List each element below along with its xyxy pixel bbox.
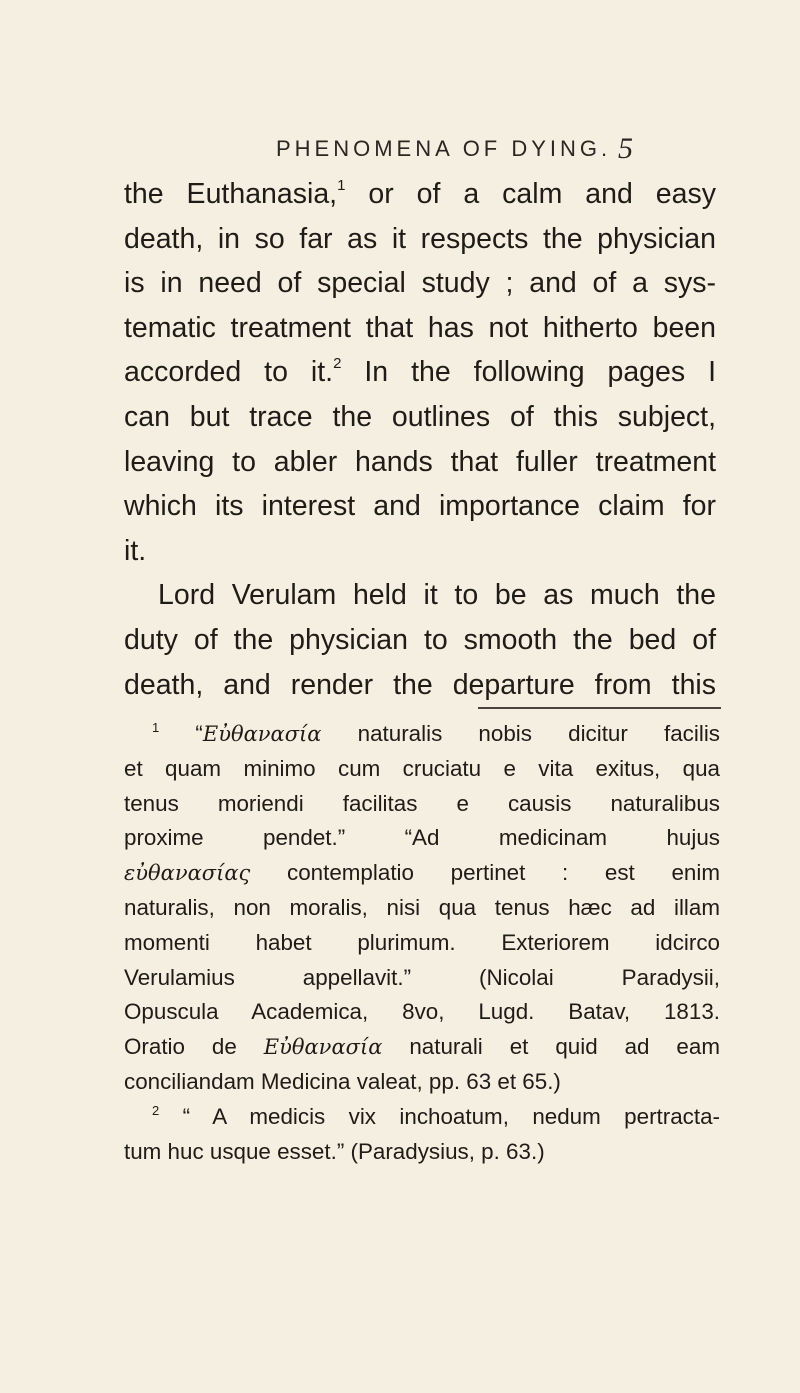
running-title: PHENOMENA OF DYING. bbox=[276, 136, 612, 161]
paragraph-start-line: Lord Verulam held it to be as much the bbox=[158, 579, 716, 612]
footnote-ref-2: 2 bbox=[333, 355, 342, 373]
text-line: leaving to abler hands that fuller treatment bbox=[124, 445, 716, 478]
text-line: death, in so far as it respects the physician bbox=[124, 222, 716, 255]
text-line: tematic treatment that has not hitherto been bbox=[124, 311, 716, 344]
footnote-1-line: momenti habet plurimum. Exteriorem idcirco bbox=[124, 929, 720, 955]
main-text bbox=[124, 172, 716, 707]
footnote-ref-1: 1 bbox=[337, 177, 346, 194]
greek-term: Εὐθανασία bbox=[202, 722, 322, 746]
footnote-1-line: tenus moriendi facilitas e causis naturalibus bbox=[124, 790, 720, 816]
text-line: duty of the physician to smooth the bed of bbox=[124, 623, 716, 656]
text-line: death, and render the departure from this bbox=[124, 668, 716, 701]
footnote-2-line: $^2$ “ A medicis vix inchoatum, nedum pertracta- bbox=[152, 1102, 720, 1129]
footnote-1-line: et quam minimo cum cruciatu e vita exitus, qua bbox=[124, 755, 720, 781]
footnote-1-line: Opuscula Academica, 8vo, Lugd. Batav, 1813. bbox=[124, 999, 720, 1025]
footnote-1-line: naturalis, non moralis, nisi qua tenus hæc ad illam bbox=[124, 894, 720, 920]
text-line: accorded to it.$^2$ In the following pages I bbox=[124, 355, 717, 389]
greek-term: Εὐθανασία bbox=[263, 1035, 383, 1060]
footnote-1-line: $^1$ “Εὐθανασία naturalis nobis dicitur facilis bbox=[152, 720, 720, 746]
running-head bbox=[0, 132, 800, 172]
footnote-marker-1: 1 bbox=[152, 720, 160, 735]
footnote-2-line: tum huc usque esset.” (Paradysius, p. 63.) bbox=[124, 1138, 545, 1164]
text-line: can but trace the outlines of this subject, bbox=[124, 400, 716, 433]
footnote-1-line: εὐθανασίας contemplatio pertinet : est enim bbox=[124, 860, 720, 886]
text-line: is in need of special study ; and of a sys- bbox=[124, 267, 716, 300]
text-line: it. bbox=[124, 534, 147, 567]
footnote-1-line: Verulamius appellavit.” (Nicolai Paradysii, bbox=[124, 964, 720, 990]
page-number: 5 bbox=[618, 132, 633, 165]
text-line: which its interest and importance claim for bbox=[124, 490, 716, 523]
footnote-1-line: Oratio de Εὐθανασία naturali et quid ad eam bbox=[124, 1034, 720, 1060]
footnote-1-line: conciliandam Medicina valeat, pp. 63 et 65.) bbox=[124, 1068, 561, 1094]
greek-term: εὐθανασίας bbox=[124, 861, 251, 886]
footnotes bbox=[124, 717, 720, 1169]
footnote-marker-2: 2 bbox=[152, 1102, 160, 1118]
text-line: the Euthanasia,$^1$ or of a calm and easy bbox=[124, 177, 716, 210]
footnote-divider bbox=[478, 707, 721, 709]
footnote-1-line: proxime pendet.” “Ad medicinam hujus bbox=[124, 825, 720, 851]
